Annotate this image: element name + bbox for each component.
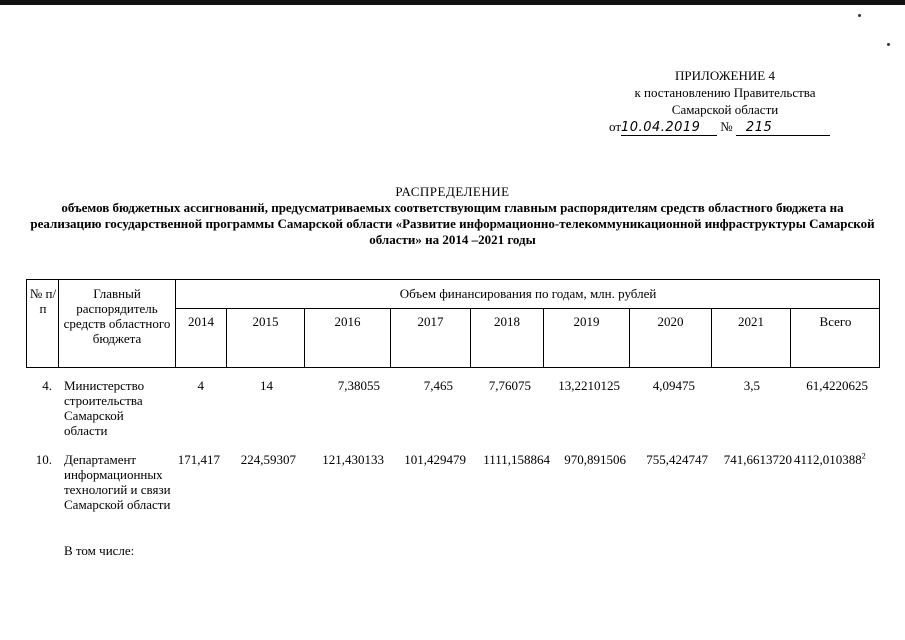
header-group: Объем финансирования по годам, млн. рублей bbox=[399, 286, 657, 301]
header-year: 2019 bbox=[573, 314, 600, 329]
row-num: 10. bbox=[35, 452, 52, 467]
heading-subtitle: объемов бюджетных ассигнований, предусматриваемых соответствующим главным распорядителям средств областного бюджета на реализацию государственной программы Самарской области «Развитие информационно-телекоммуникационной инфраструктуры Самарской области» на 2014 –2021 годы bbox=[30, 200, 875, 247]
row-value: 741,6613720 bbox=[723, 452, 792, 467]
row-value: 121,430133 bbox=[322, 452, 384, 467]
header-year: 2017 bbox=[417, 314, 444, 329]
row-value: 970,891506 bbox=[564, 452, 626, 467]
row-value: 3,5 bbox=[743, 378, 760, 393]
annex-block bbox=[605, 67, 845, 136]
row-value: 101,429479 bbox=[404, 452, 466, 467]
row-value: 755,424747 bbox=[646, 452, 708, 467]
number-label: № bbox=[720, 119, 733, 134]
from-label: от bbox=[609, 119, 622, 134]
row-value: 13,2210125 bbox=[558, 378, 620, 393]
header-year: 2015 bbox=[252, 314, 279, 329]
row-value: 7,76075 bbox=[488, 378, 531, 393]
row-num: 4. bbox=[42, 378, 52, 393]
annex-date-line bbox=[605, 118, 845, 136]
annex-line-1: к постановлению Правительства bbox=[634, 85, 816, 100]
row-total: 61,4220625 bbox=[806, 378, 868, 393]
footnote-mark: 2 bbox=[861, 451, 866, 461]
row-name: Министерство строительства Самарской области bbox=[64, 378, 145, 438]
document-heading bbox=[0, 184, 905, 248]
scan-speck bbox=[858, 14, 861, 17]
row-value: 7,38055 bbox=[337, 378, 380, 393]
grid-line bbox=[58, 280, 59, 367]
row-total bbox=[794, 452, 890, 467]
in-that-number-label: В том числе: bbox=[64, 543, 135, 558]
annex-line-2: Самарской области bbox=[671, 102, 779, 117]
header-year: 2020 bbox=[657, 314, 684, 329]
row-value: 4,09475 bbox=[652, 378, 695, 393]
scan-top-edge bbox=[0, 0, 905, 5]
header-year: 2018 bbox=[494, 314, 520, 329]
row-value: 171,417 bbox=[177, 452, 220, 467]
scan-speck bbox=[887, 43, 890, 46]
header-name: Главный распорядитель средств областного бюджета bbox=[63, 286, 171, 346]
row-value: 224,59307 bbox=[240, 452, 296, 467]
heading-title: РАСПРЕДЕЛЕНИЕ bbox=[395, 184, 510, 199]
header-year: 2016 bbox=[334, 314, 361, 329]
row-name: Департамент информационных технологий и связи Самарской области bbox=[64, 452, 171, 512]
header-total: Всего bbox=[819, 314, 852, 329]
header-year: 2021 bbox=[738, 314, 764, 329]
row-value: 1111,158864 bbox=[483, 452, 550, 467]
row-value: 7,465 bbox=[423, 378, 453, 393]
table-header bbox=[26, 279, 880, 368]
grid-line bbox=[175, 308, 879, 309]
row-total-value: 4112,010388 bbox=[794, 452, 862, 467]
row-value: 14 bbox=[260, 378, 273, 393]
handwritten-date: 10.04.2019 bbox=[621, 121, 717, 136]
header-year: 2014 bbox=[188, 314, 214, 329]
annex-title: ПРИЛОЖЕНИЕ 4 bbox=[675, 68, 775, 83]
header-num: № п/п bbox=[29, 286, 57, 316]
handwritten-number: 215 bbox=[736, 121, 830, 136]
row-value: 4 bbox=[197, 378, 204, 393]
